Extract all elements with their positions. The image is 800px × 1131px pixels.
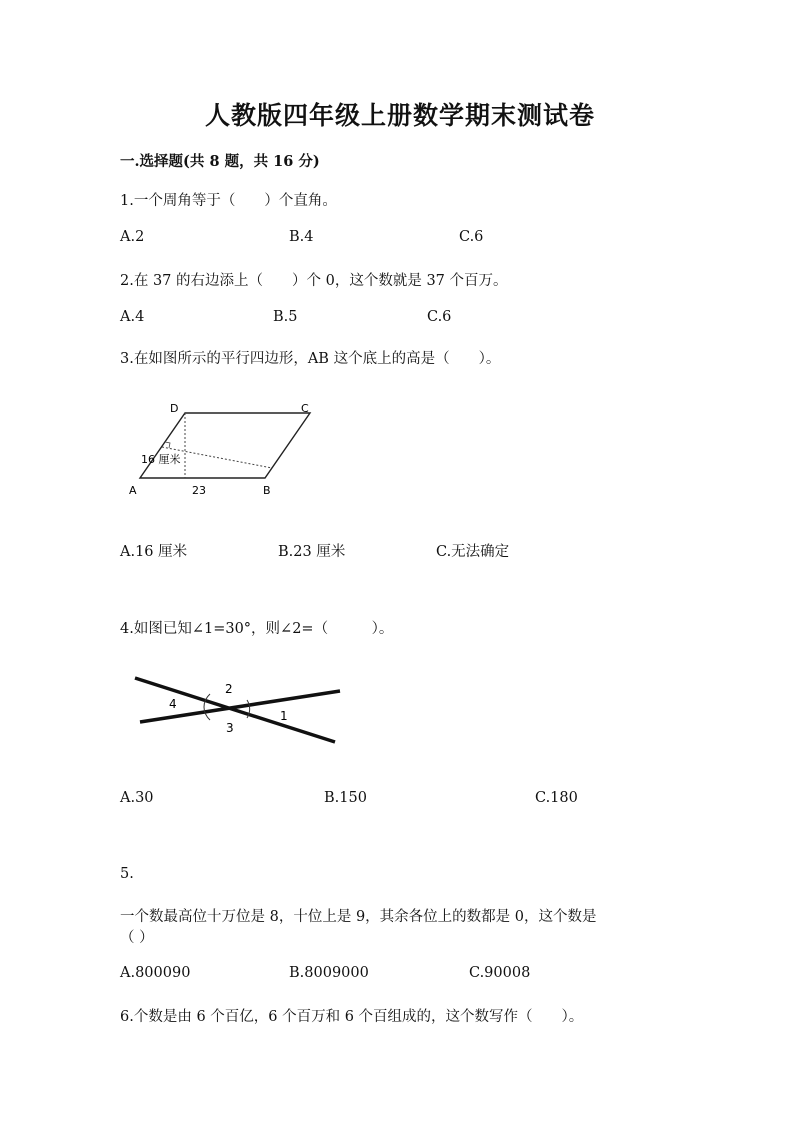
question-5-number: 5. (120, 866, 134, 882)
question-5-option-c: C.90008 (469, 965, 531, 981)
question-3-option-b: B.23 厘米 (278, 544, 346, 560)
angle-2-label: 2 (225, 682, 233, 696)
question-5-blank: （ ） (120, 930, 154, 946)
vertex-d-label: D (170, 402, 179, 415)
question-3-option-a: A.16 厘米 (120, 544, 188, 560)
page-title: 人教版四年级上册数学期末测试卷 (204, 101, 595, 130)
question-4-option-b: B.150 (324, 790, 367, 806)
vertex-c-label: C (301, 402, 309, 415)
vertex-b-label: B (263, 484, 271, 497)
line-one (135, 678, 335, 742)
question-4-option-a: A.30 (120, 790, 154, 806)
intersecting-lines-figure (125, 670, 355, 755)
angle-four-arc (204, 694, 210, 720)
question-5-text: 一个数最高位十万位是 8，十位上是 9，其余各位上的数都是 0，这个数是 (120, 909, 597, 925)
question-3-option-c: C.无法确定 (436, 544, 510, 560)
angle-1-label: 1 (280, 709, 288, 723)
question-2-option-b: B.5 (273, 309, 298, 325)
side-length-label: 16 厘米 (141, 453, 181, 466)
question-1-option-a: A.2 (120, 229, 145, 245)
parallelogram-shape (140, 413, 310, 478)
question-5-option-a: A.800090 (120, 965, 191, 981)
question-1-option-b: B.4 (289, 229, 314, 245)
parallelogram-figure (120, 395, 330, 505)
vertex-a-label: A (129, 484, 137, 497)
question-2-option-a: A.4 (120, 309, 145, 325)
question-4-text: 4.如图已知∠1=30°，则∠2=（ ）。 (120, 621, 394, 637)
question-5-option-b: B.8009000 (289, 965, 369, 981)
angle-4-label: 4 (169, 697, 177, 711)
question-3-text: 3.在如图所示的平行四边形，AB 这个底上的高是（ ）。 (120, 351, 501, 367)
question-2-option-c: C.6 (427, 309, 452, 325)
question-2-text: 2.在 37 的右边添上（ ）个 0，这个数就是 37 个百万。 (120, 273, 508, 289)
base-length-label: 23 (192, 484, 206, 497)
section-heading: 一.选择题(共 8 题，共 16 分) (120, 153, 320, 170)
question-1-text: 1.一个周角等于（ ）个直角。 (120, 193, 337, 209)
question-4-option-c: C.180 (535, 790, 578, 806)
question-1-option-c: C.6 (459, 229, 484, 245)
angle-3-label: 3 (226, 721, 234, 735)
question-6-text: 6.个数是由 6 个百亿，6 个百万和 6 个百组成的，这个数写作（ ）。 (120, 1009, 584, 1025)
right-angle-mark (165, 442, 170, 448)
